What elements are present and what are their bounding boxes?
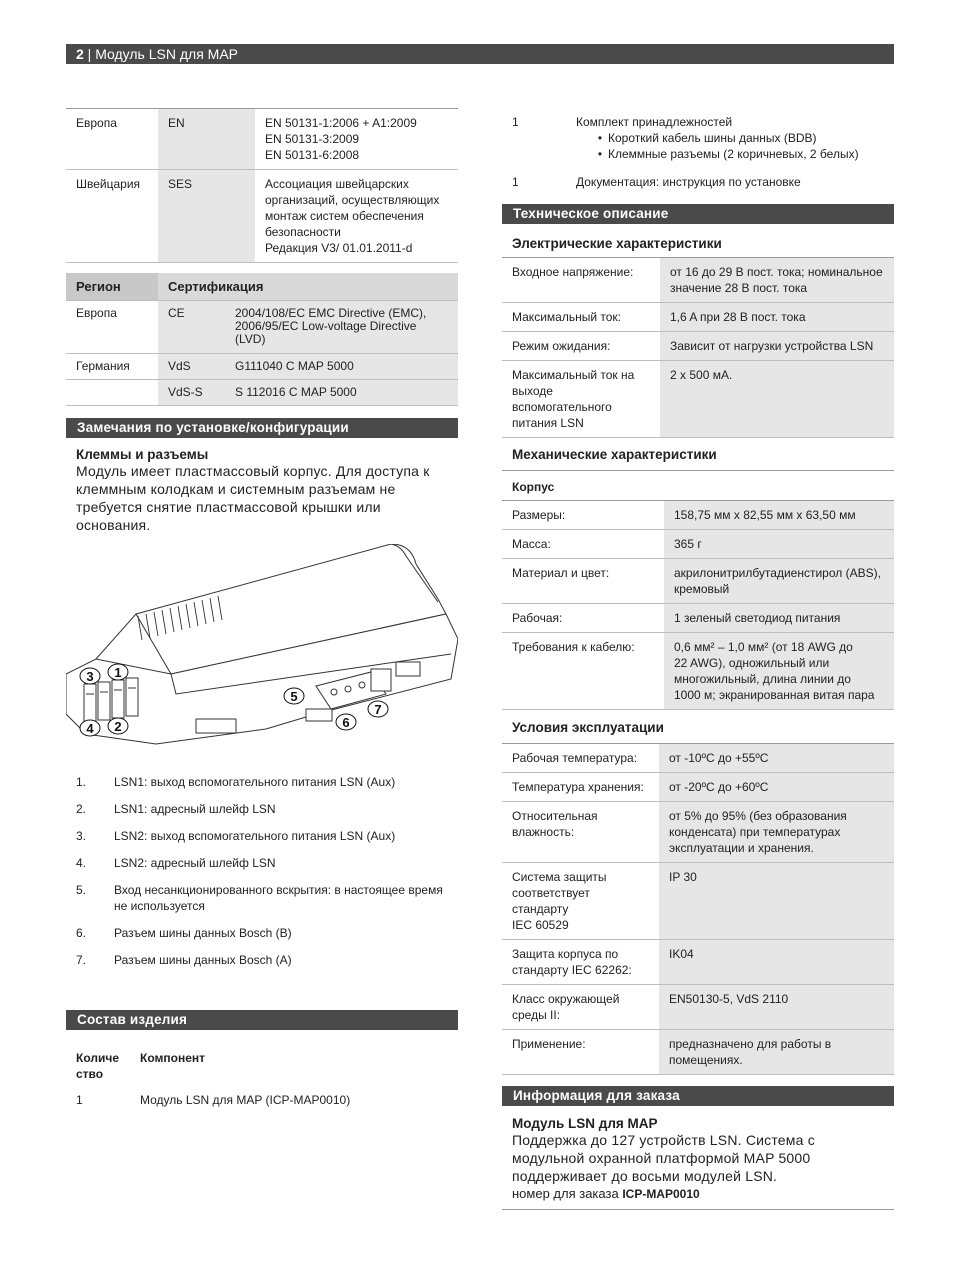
mechanical-table bbox=[502, 501, 894, 710]
code-cell: VdS bbox=[158, 354, 225, 380]
table-row bbox=[66, 170, 458, 263]
table-row: Максимальный ток: 1,6 A при 28 В пост. тока bbox=[502, 303, 894, 332]
region-cell: Европа bbox=[76, 306, 117, 320]
standard-line: безопасности bbox=[265, 225, 341, 239]
electrical-subhead: Электрические характеристики bbox=[512, 236, 722, 251]
contents-header bbox=[66, 1050, 458, 1082]
region-cell: Европа bbox=[76, 116, 117, 130]
table-row: Масса: 365 г bbox=[502, 530, 894, 559]
table-row: Рабочая температура: от -10ºC до +55ºC bbox=[502, 744, 894, 773]
table-row bbox=[66, 109, 458, 170]
certification-table-2 bbox=[66, 273, 458, 406]
text-line: Модуль имеет пластмассовый корпус. Для доступа к bbox=[76, 463, 430, 479]
svg-text:7: 7 bbox=[374, 702, 382, 717]
column-header-region: Регион bbox=[66, 273, 158, 301]
table-row: Рабочая: 1 зеленый светодиод питания bbox=[502, 604, 894, 633]
callout-7 bbox=[368, 701, 388, 717]
table-row: Температура хранения: от -20ºC до +60ºC bbox=[502, 773, 894, 802]
list-item: 3. LSN2: выход вспомогательного питания LSN (Aux) bbox=[76, 829, 396, 843]
table-row bbox=[502, 174, 894, 190]
code-cell: VdS-S bbox=[158, 380, 225, 406]
standard-line: организаций, осуществляющих bbox=[265, 193, 440, 207]
table-header-row bbox=[66, 273, 458, 301]
table-row bbox=[66, 1092, 458, 1108]
svg-text:3: 3 bbox=[86, 669, 94, 684]
environment-table bbox=[502, 744, 894, 1075]
table-row: Требования к кабелю: 0,6 мм² – 1,0 мм² (от 18 AWG до 22 AWG), одножильный или многожильный, длина линии до 1000 м; экранированная витая пара bbox=[502, 633, 894, 710]
table-row: Размеры: 158,75 мм x 82,55 мм x 63,50 мм bbox=[502, 501, 894, 530]
table-row: Защита корпуса по стандарту IEC 62262: IK04 bbox=[502, 940, 894, 985]
standard-line: (LVD) bbox=[235, 332, 266, 346]
list-item: 4. LSN2: адресный шлейф LSN bbox=[76, 856, 276, 870]
table-row: Режим ожидания: Зависит от нагрузки устройства LSN bbox=[502, 332, 894, 361]
code-cell: CE bbox=[158, 301, 225, 354]
table-row: Входное напряжение: от 16 до 29 В пост. тока; номинальное значение 28 В пост. тока bbox=[502, 258, 894, 303]
order-number-label: номер для заказа bbox=[512, 1186, 619, 1201]
order-subhead: Модуль LSN для MAP bbox=[512, 1116, 658, 1131]
text-line: основания. bbox=[76, 517, 151, 533]
list-item: 6. Разъем шины данных Bosch (B) bbox=[76, 926, 292, 940]
mounting-foot bbox=[396, 662, 420, 676]
svg-text:2: 2 bbox=[114, 719, 122, 734]
left-column bbox=[66, 108, 458, 1108]
component-title: Комплект принадлежностей bbox=[576, 115, 733, 129]
electrical-table bbox=[502, 258, 894, 438]
component-cell bbox=[576, 114, 859, 162]
housing-group-label: Корпус bbox=[512, 480, 555, 494]
svg-text:5: 5 bbox=[290, 689, 298, 704]
order-section-title: Информация для заказа bbox=[502, 1086, 894, 1106]
table-row: Применение: предназначено для работы в помещениях. bbox=[502, 1030, 894, 1075]
callout-5 bbox=[284, 688, 304, 704]
qty-cell: 1 bbox=[512, 115, 519, 129]
callout-6 bbox=[336, 714, 356, 730]
terminal-legend bbox=[66, 774, 458, 968]
mounting-foot bbox=[196, 719, 236, 733]
table-row bbox=[502, 114, 894, 162]
callout-1 bbox=[108, 664, 128, 680]
text-line: модульной охранной платформой MAP 5000 bbox=[512, 1150, 811, 1166]
region-cell bbox=[66, 380, 158, 406]
list-item: 5. Вход несанкционированного вскрытия: в настоящее время не используется bbox=[76, 883, 443, 913]
standard-line: Ассоциация швейцарских bbox=[265, 177, 409, 191]
certification-table-1 bbox=[66, 109, 458, 263]
page-header bbox=[66, 44, 894, 64]
standard-cell: G111040 C MAP 5000 bbox=[225, 354, 458, 380]
column-header-component: Компонент bbox=[140, 1051, 205, 1065]
standard-cell bbox=[255, 109, 458, 170]
install-section-title: Замечания по установке/конфигурации bbox=[66, 418, 458, 438]
table-row: Максимальный ток на выходе вспомогательного питания LSN 2 x 500 мА. bbox=[502, 361, 894, 438]
code-cell: EN bbox=[158, 109, 255, 170]
contents-section-title: Состав изделия bbox=[66, 1010, 458, 1030]
column-header-qty: Количе ство bbox=[76, 1051, 119, 1081]
standard-line: монтаж систем обеспечения bbox=[265, 209, 424, 223]
text-line: Поддержка до 127 устройств LSN. Система с bbox=[512, 1132, 815, 1148]
region-cell: Германия bbox=[76, 359, 130, 373]
column-header-certification: Сертификация bbox=[158, 273, 458, 301]
order-number-line bbox=[502, 1185, 894, 1203]
text-line: поддерживает до восьми модулей LSN. bbox=[512, 1168, 778, 1184]
list-item: • Клеммные разъемы (2 коричневых, 2 белых) bbox=[597, 147, 859, 161]
table-row: Класс окружающей среды II: EN50130-5, VdS 2110 bbox=[502, 985, 894, 1030]
standard-line: EN 50131-1:2006 + A1:2009 bbox=[265, 116, 417, 130]
table-row: Материал и цвет: акрилонитрилбутадиенстирол (ABS), кремовый bbox=[502, 559, 894, 604]
standard-line: Редакция V3/ 01.01.2011-d bbox=[265, 241, 413, 255]
mechanical-subhead: Механические характеристики bbox=[512, 447, 717, 462]
standard-cell bbox=[225, 301, 458, 354]
svg-text:1: 1 bbox=[114, 665, 122, 680]
text-line: клеммным колодкам и системным разъемам не bbox=[76, 481, 396, 497]
standard-line: EN 50131-3:2009 bbox=[265, 132, 360, 146]
environment-subhead: Условия эксплуатации bbox=[512, 720, 664, 735]
standard-line: 2006/95/EC Low-voltage Directive bbox=[235, 319, 417, 333]
text-line: требуется снятие пластмассовой крышки или bbox=[76, 499, 381, 515]
page-number: 2 bbox=[76, 46, 84, 62]
list-item: 7. Разъем шины данных Bosch (A) bbox=[76, 953, 292, 967]
table-row bbox=[66, 301, 458, 354]
code-cell: SES bbox=[158, 170, 255, 263]
svg-text:4: 4 bbox=[86, 721, 94, 736]
callout-3 bbox=[80, 668, 100, 684]
right-column bbox=[502, 108, 894, 1210]
header-title: Модуль LSN для MAP bbox=[95, 46, 239, 62]
standard-line: 2004/108/EC EMC Directive (EMC), bbox=[235, 306, 427, 320]
standard-cell bbox=[255, 170, 458, 263]
svg-text:6: 6 bbox=[342, 715, 350, 730]
order-number: ICP-MAP0010 bbox=[622, 1187, 700, 1201]
table-row: Относительная влажность: от 5% до 95% (без образования конденсата) при температурах эксплуатации и хранения. bbox=[502, 802, 894, 863]
mounting-foot bbox=[306, 709, 332, 721]
qty-cell: 1 bbox=[76, 1093, 83, 1107]
callout-2 bbox=[108, 718, 128, 734]
region-cell: Швейцария bbox=[76, 177, 141, 191]
install-text bbox=[66, 462, 458, 534]
order-text bbox=[502, 1131, 894, 1185]
table-row bbox=[66, 380, 458, 406]
header-separator: | bbox=[83, 46, 96, 62]
component-cell: Модуль LSN для MAP (ICP-MAP0010) bbox=[140, 1093, 351, 1107]
order-bottom-rule bbox=[502, 1209, 894, 1210]
component-cell: Документация: инструкция по установке bbox=[576, 175, 801, 189]
standard-cell: S 112016 C MAP 5000 bbox=[225, 380, 458, 406]
list-item: 1. LSN1: выход вспомогательного питания LSN (Aux) bbox=[76, 775, 396, 789]
list-item: • Короткий кабель шины данных (BDB) bbox=[597, 131, 817, 145]
standard-line: EN 50131-6:2008 bbox=[265, 148, 360, 162]
terminals-subhead: Клеммы и разъемы bbox=[76, 447, 209, 462]
module-illustration bbox=[66, 544, 458, 754]
table-row: Система защиты соответствует стандарту IEC 60529 IP 30 bbox=[502, 863, 894, 940]
qty-cell: 1 bbox=[512, 175, 519, 189]
table-row bbox=[66, 354, 458, 380]
list-item: 2. LSN1: адресный шлейф LSN bbox=[76, 802, 276, 816]
tech-section-title: Техническое описание bbox=[502, 204, 894, 224]
callout-4 bbox=[80, 720, 100, 736]
